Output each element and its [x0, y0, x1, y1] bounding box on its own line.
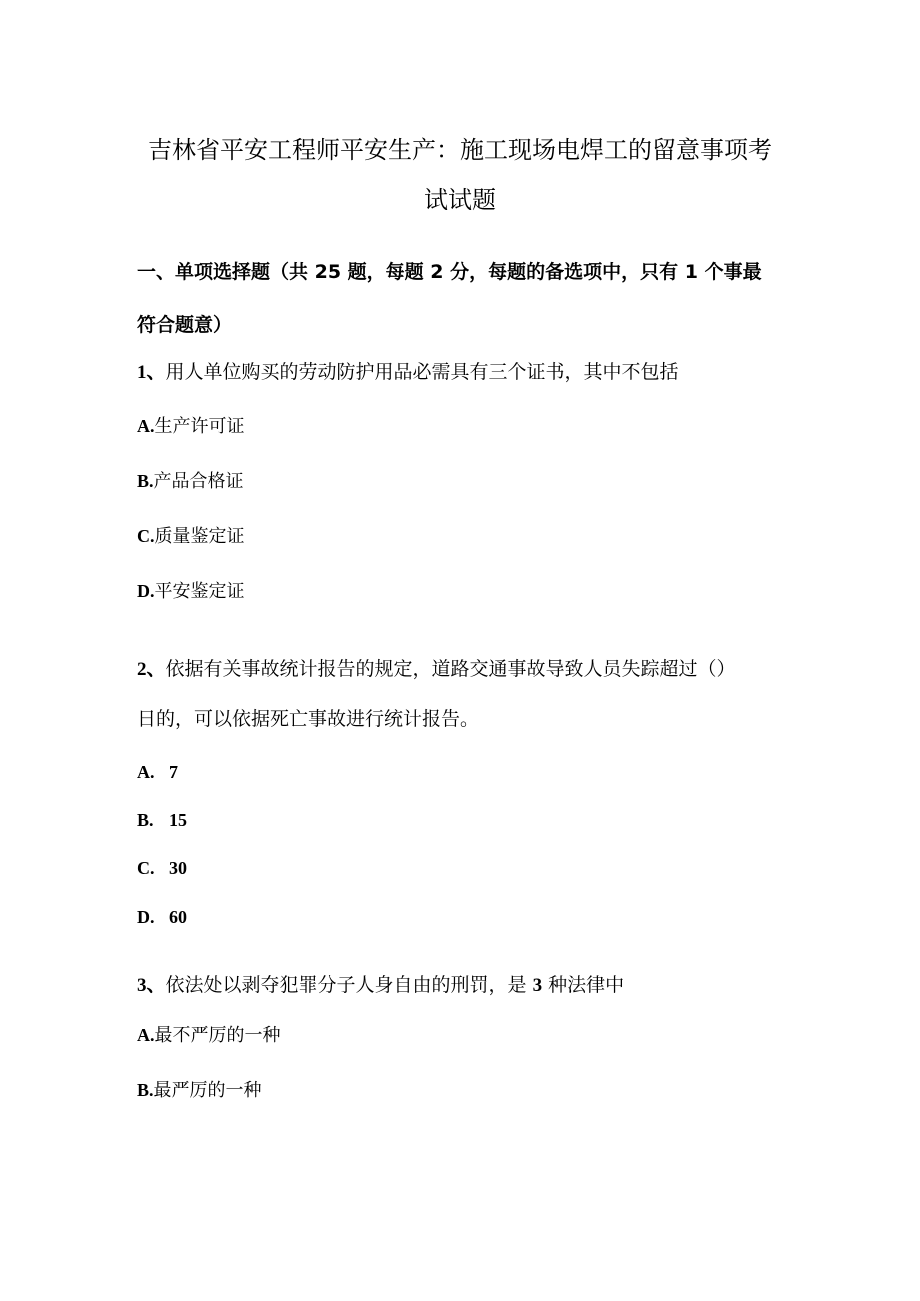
- question-text: 用人单位购买的劳动防护用品必需具有三个证书，其中不包括: [165, 361, 679, 383]
- option-letter: C.: [137, 858, 155, 878]
- option-letter: B.: [137, 471, 154, 491]
- document-title-line-1: 吉林省平安工程师平安生产：施工现场电焊工的留意事项考: [148, 136, 772, 164]
- option-text: 最严厉的一种: [153, 1080, 262, 1101]
- option-letter: A.: [137, 1025, 155, 1045]
- question-text-part-1: 依法处以剥夺犯罪分子人身自由的刑罚，是: [165, 974, 533, 996]
- option-text: 60: [169, 907, 187, 927]
- question-2-option-d: [137, 904, 187, 931]
- option-text: 质量鉴定证: [154, 526, 245, 547]
- option-letter: C.: [137, 526, 155, 546]
- option-text: 7: [169, 762, 178, 782]
- section-heading-line-1: 一、单项选择题（共 25 题，每题 2 分，每题的备选项中，只有 1 个事最: [137, 261, 762, 283]
- option-letter: A.: [137, 762, 155, 782]
- question-2-option-b: [137, 807, 187, 834]
- question-number: 2、: [137, 659, 166, 680]
- question-3-option-b: [137, 1077, 262, 1104]
- question-1-option-b: [137, 468, 244, 495]
- question-1: [137, 358, 679, 387]
- question-1-option-c: [137, 523, 245, 550]
- question-number: 1、: [137, 362, 166, 383]
- question-2-option-c: [137, 855, 187, 882]
- question-3: [137, 971, 624, 1000]
- section-heading-line-2: 符合题意）: [137, 314, 233, 336]
- option-letter: A.: [137, 416, 155, 436]
- question-2-option-a: [137, 759, 178, 786]
- option-text: 15: [169, 810, 187, 830]
- option-letter: B.: [137, 1080, 154, 1100]
- question-text: 依据有关事故统计报告的规定，道路交通事故导致人员失踪超过（）: [165, 658, 736, 680]
- question-1-option-d: [137, 578, 245, 605]
- question-1-option-a: [137, 413, 245, 440]
- document-title-line-2: 试试题: [424, 186, 496, 214]
- question-2-line-2: 日的，可以依据死亡事故进行统计报告。: [137, 708, 480, 730]
- option-text: 产品合格证: [153, 471, 244, 492]
- question-3-option-a: [137, 1022, 281, 1049]
- option-letter: D.: [137, 581, 155, 601]
- question-text-number: 3: [532, 975, 543, 996]
- option-text: 30: [169, 858, 187, 878]
- question-text-part-2: 种法律中: [542, 974, 625, 996]
- option-text: 最不严厉的一种: [154, 1025, 281, 1046]
- option-letter: B.: [137, 810, 154, 830]
- option-text: 生产许可证: [154, 416, 245, 437]
- option-text: 平安鉴定证: [154, 581, 245, 602]
- question-2-line-1: [137, 655, 736, 684]
- option-letter: D.: [137, 907, 155, 927]
- question-number: 3、: [137, 975, 166, 996]
